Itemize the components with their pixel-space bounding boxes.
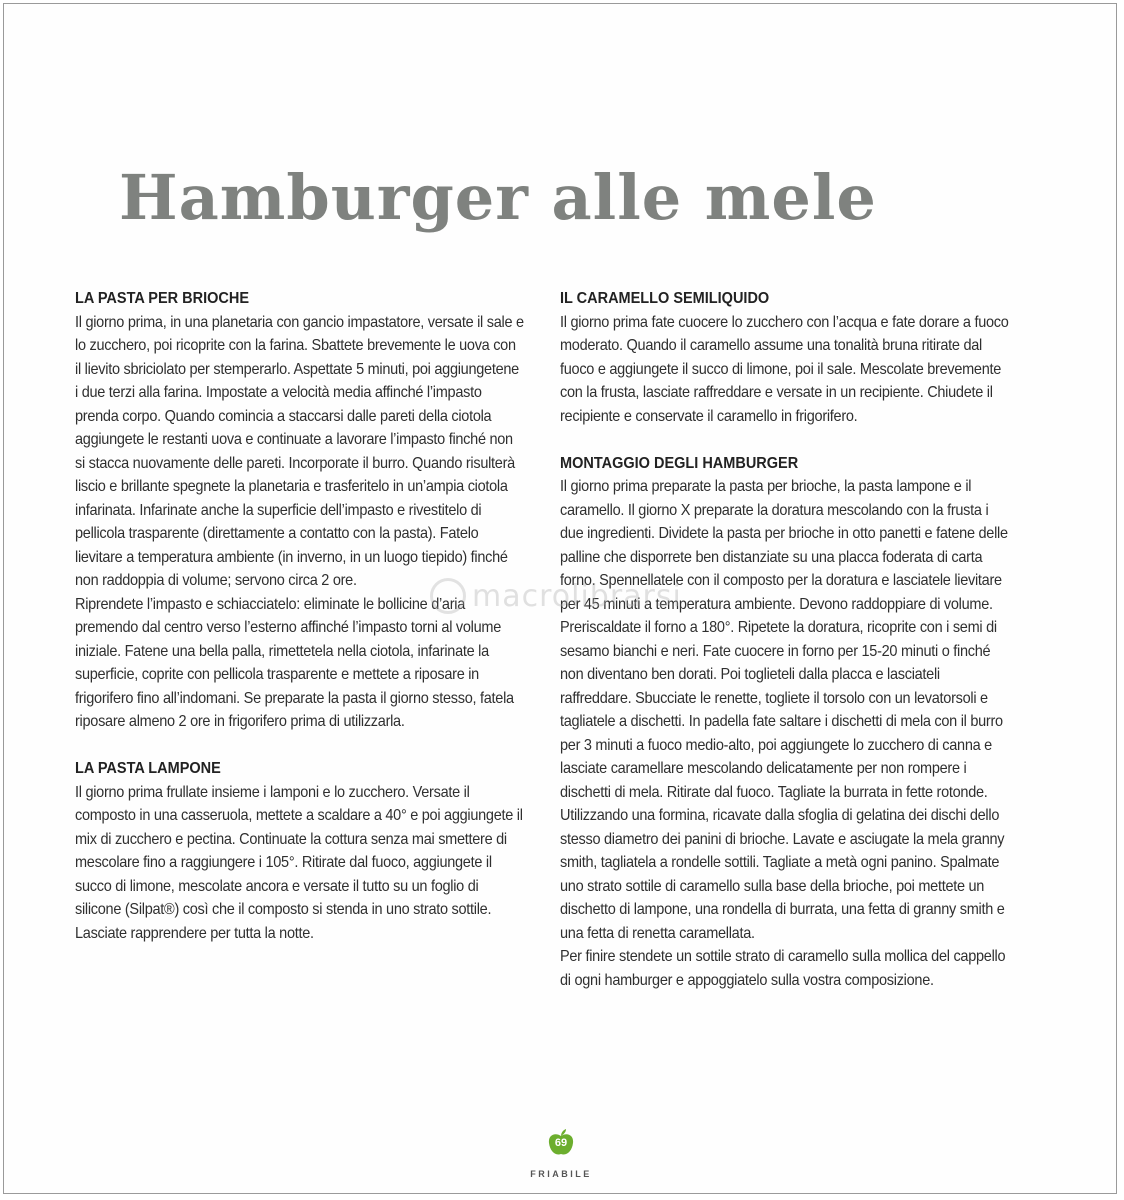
section-pasta-lampone <box>75 757 525 945</box>
section-pasta-brioche <box>75 287 525 734</box>
page-footer <box>4 1128 1118 1179</box>
section-text: Il giorno prima preparate la pasta per brioche, la pasta lampone e il caramello. Il giorno X preparate la doratura mescolando con la frusta i due ingredienti. Dividete la pasta per brioche in otto panetti e fatene delle palline che disporrete ben distanziate su una placca foderata di carta forno. Spennellatele con il composto per la doratura e lasciatele lievitare per 45 minuti a temperatura ambiente. Devono raddoppiare di volume. Preriscaldate il forno a 180°. Ripetete la doratura, ricoprite con i semi di sesamo bianchi e neri. Fate cuocere in forno per 15-20 minuti o finché non diventano ben dorati. Poi toglieteli dalla placca e lasciateli raffreddare. Sbucciate le renette, togliete il torsolo con un levatorsoli e tagliatele a dischetti. In padella fate saltare i dischetti di mela con il burro per 3 minuti a fuoco medio-alto, poi aggiungete lo zucchero di canna e lasciate caramellare mescolando delicatamente per non rompere i dischetti di mela. Ritirate dal fuoco. Tagliate la burrata in fette rotonde. Utilizzando una formina, ricavate dalla sfoglia di gelatina dei dischi dello stesso diametro dei panini di brioche. Lavate e asciugate la mela granny smith, tagliatela a rondelle sottili. Tagliate a metà ogni panino. Spalmate uno strato sottile di caramello sulla base della brioche, poi mettete un dischetto di lampone, una rondella di burrata, una fetta di granny smith e una fetta di renetta caramellata. <box>560 478 1008 942</box>
watermark <box>430 578 682 614</box>
section-heading: IL CARAMELLO SEMILIQUIDO <box>560 290 770 307</box>
section-text: Riprendete l’impasto e schiacciatelo: eliminate le bollicine d’aria premendo dal centro verso l’esterno affinché l’impasto torni al volume iniziale. Fatene una bella palla, rimettetela nella ciotola, infarinate la superficie, coprite con pellicola trasparente e mettete a riposare in frigorifero fino all’indomani. Se preparate la pasta il giorno stesso, fatela riposare almeno 2 ore in frigorifero prima di utilizzarla. <box>75 595 514 730</box>
left-column <box>75 287 525 969</box>
section-montaggio <box>560 452 1010 993</box>
book-page <box>3 3 1117 1194</box>
apple-icon <box>546 1128 576 1156</box>
section-heading: LA PASTA LAMPONE <box>75 760 221 777</box>
right-column <box>560 287 1010 1016</box>
section-heading: MONTAGGIO DEGLI HAMBURGER <box>560 454 799 472</box>
recipe-title: Hamburger alle mele <box>119 161 877 234</box>
watermark-text: macrolibrarsi <box>472 578 682 614</box>
section-heading: LA PASTA PER BRIOCHE <box>75 290 250 307</box>
watermark-logo-icon <box>430 578 466 614</box>
section-caramello <box>560 287 1010 428</box>
section-label: FRIABILE <box>530 1169 592 1179</box>
page-number: 69 <box>554 1137 568 1149</box>
section-text: Per finire stendete un sottile strato di caramello sulla mollica del cappello di ogni hamburger e appoggiatelo sulla vostra composizione. <box>560 948 1006 989</box>
section-text: Il giorno prima, in una planetaria con gancio impastatore, versate il sale e lo zucchero, poi ricoprite con la farina. Sbattete brevemente le uova con il lievito sbriciolato per stemperarlo. Aspettate 5 minuti, poi aggiungetene i due terzi alla farina. Impostate a velocità media affinché l’impasto prenda corpo. Quando comincia a staccarsi dalle pareti della ciotola aggiungete le restanti uova e continuate a lavorare l’impasto finché non si stacca nuovamente delle pareti. Incorporate il burro. Quando risulterà liscio e brillante spegnete la planetaria e trasferitelo in un’ampia ciotola infarinata. Infarinate anche la superficie dell’impasto e rivestitelo di pellicola trasparente (direttamente a contatto con la pasta). Fatelo lievitare a temperatura ambiente (in inverno, in un luogo tiepido) finché non raddoppia di volume; servono circa 2 ore. <box>75 313 524 589</box>
section-text: Il giorno prima fate cuocere lo zucchero con l’acqua e fate dorare a fuoco moderato. Quando il caramello assume una tonalità bruna ritirate dal fuoco e aggiungete il succo di limone, poi il sale. Mescolate brevemente con la frusta, lasciate raffreddare e versate in un recipiente. Chiudete il recipiente e conservate il caramello in frigorifero. <box>560 313 1009 425</box>
section-text: Il giorno prima frullate insieme i lamponi e lo zucchero. Versate il composto in una casseruola, mettete a scaldare a 40° e poi aggiungete il mix di zucchero e pectina. Continuate la cottura senza mai smettere di mescolare fino a raggiungere i 105°. Ritirate dal fuoco, aggiungete il succo di limone, mescolate ancora e versate il tutto su un foglio di silicone (Silpat®) così che il composto si stenda in uno strato sottile. Lasciate rapprendere per tutta la notte. <box>75 783 523 942</box>
